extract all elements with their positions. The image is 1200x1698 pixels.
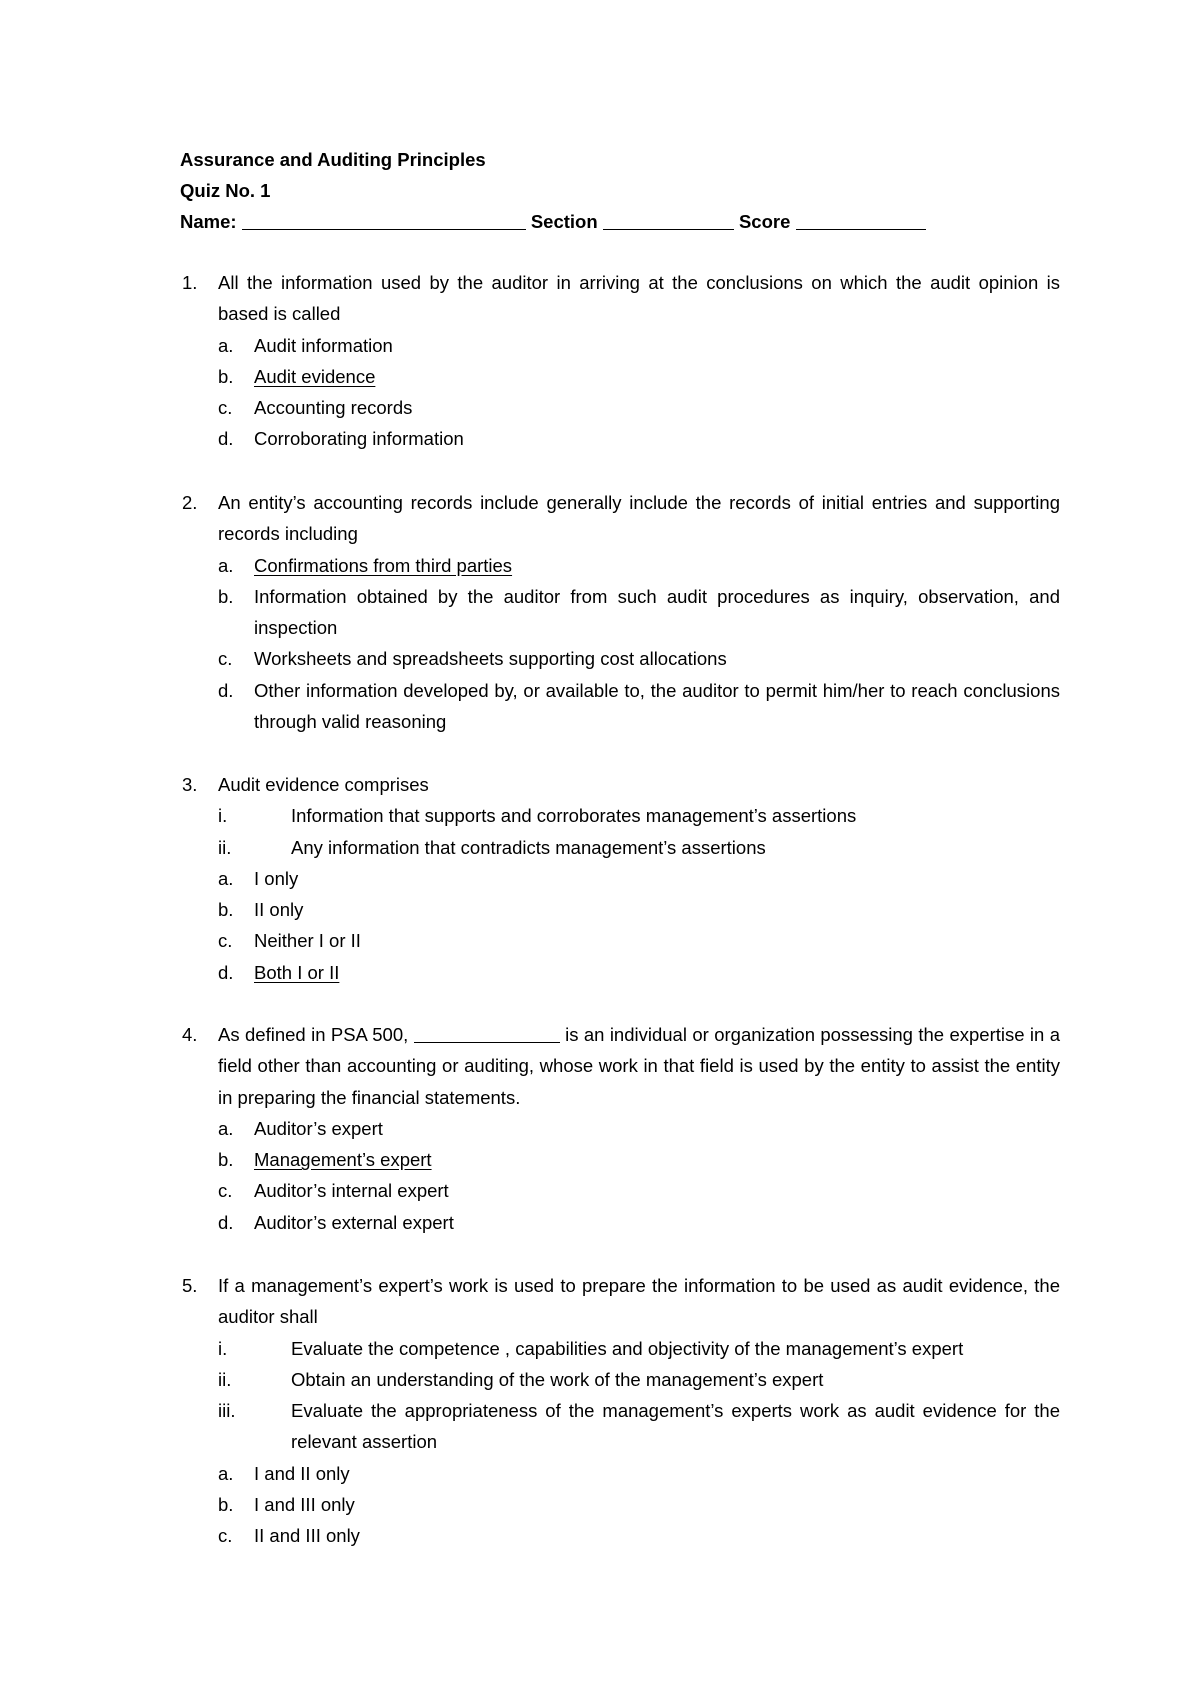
question-stem xyxy=(180,487,1060,550)
choice-text-answer: Management’s expert xyxy=(254,1149,432,1171)
choice-list xyxy=(180,1113,1060,1238)
statement-numeral: ii. xyxy=(218,836,232,858)
statement-text: Evaluate the appropriateness of the management’s experts work as audit evidence for the relevant assertion xyxy=(291,1400,1060,1453)
choice-d[interactable] xyxy=(218,1207,1060,1238)
choice-b[interactable] xyxy=(218,1489,1060,1520)
question-text: If a management’s expert’s work is used to prepare the information to be used as audit evidence, the auditor shall xyxy=(218,1275,1060,1328)
statement-ii xyxy=(218,1364,1060,1395)
choice-list xyxy=(180,550,1060,738)
statement-numeral: iii. xyxy=(218,1400,236,1422)
section-label: Section xyxy=(530,211,598,232)
choice-c[interactable] xyxy=(218,1520,1060,1551)
question-2 xyxy=(180,487,1060,737)
choice-list xyxy=(180,330,1060,455)
fill-in-blank[interactable] xyxy=(414,1024,560,1043)
choice-a[interactable] xyxy=(218,863,1060,894)
question-stem xyxy=(180,267,1060,330)
score-blank[interactable] xyxy=(796,211,926,230)
choice-letter: d. xyxy=(218,961,234,983)
choice-text: Accounting records xyxy=(254,397,413,419)
statement-list xyxy=(180,800,1060,863)
statement-numeral: i. xyxy=(218,1337,228,1359)
choice-letter: b. xyxy=(218,365,234,387)
choice-text: Auditor’s external expert xyxy=(254,1211,454,1233)
statement-i xyxy=(218,1333,1060,1364)
question-number: 3. xyxy=(182,774,198,795)
choice-list xyxy=(180,1458,1060,1552)
statement-text: Obtain an understanding of the work of the management’s expert xyxy=(291,1368,824,1390)
question-4 xyxy=(180,1019,1060,1238)
choice-text-answer: Both I or II xyxy=(254,961,340,983)
choice-list xyxy=(180,863,1060,988)
statement-i xyxy=(218,800,1060,831)
choice-text: I and II only xyxy=(254,1462,350,1484)
question-text-before: As defined in PSA 500, xyxy=(218,1024,409,1045)
statement-text: Any information that contradicts management’s assertions xyxy=(291,836,766,858)
score-label: Score xyxy=(738,211,791,232)
question-text: An entity’s accounting records include generally include the records of initial entries and supporting records including xyxy=(218,492,1060,545)
choice-letter: a. xyxy=(218,334,234,356)
question-stem xyxy=(180,769,1060,800)
choice-text: II only xyxy=(254,899,304,921)
choice-d[interactable] xyxy=(218,675,1060,738)
choice-d[interactable] xyxy=(218,957,1060,988)
choice-a[interactable] xyxy=(218,330,1060,361)
statement-text: Evaluate the competence , capabilities and objectivity of the management’s expert xyxy=(291,1337,964,1359)
section-blank[interactable] xyxy=(603,211,734,230)
choice-text: Corroborating information xyxy=(254,428,464,450)
quiz-number: Quiz No. 1 xyxy=(180,180,271,201)
choice-b[interactable] xyxy=(218,1144,1060,1175)
statement-ii xyxy=(218,832,1060,863)
choice-text: Auditor’s internal expert xyxy=(254,1180,449,1202)
question-1 xyxy=(180,267,1060,455)
choice-b[interactable] xyxy=(218,581,1060,644)
choice-text: Information obtained by the auditor from such audit procedures as inquiry, observation, and inspection xyxy=(254,585,1060,639)
choice-letter: b. xyxy=(218,899,234,921)
question-stem xyxy=(180,1019,1060,1113)
choice-letter: c. xyxy=(218,397,233,419)
student-info-line xyxy=(180,206,1060,237)
question-text: Audit evidence comprises xyxy=(218,774,429,795)
choice-a[interactable] xyxy=(218,550,1060,581)
choice-a[interactable] xyxy=(218,1113,1060,1144)
question-text: All the information used by the auditor in arriving at the conclusions on which the audit opinion is based is called xyxy=(218,272,1060,325)
question-number: 4. xyxy=(182,1024,198,1045)
question-number: 5. xyxy=(182,1275,198,1296)
choice-b[interactable] xyxy=(218,361,1060,392)
choice-letter: a. xyxy=(218,867,234,889)
choice-letter: d. xyxy=(218,1211,234,1233)
statement-text: Information that supports and corroborates management’s assertions xyxy=(291,805,857,827)
question-number: 1. xyxy=(182,272,198,293)
question-stem xyxy=(180,1270,1060,1333)
choice-b[interactable] xyxy=(218,894,1060,925)
statement-numeral: ii. xyxy=(218,1368,232,1390)
question-number: 2. xyxy=(182,492,198,513)
quiz-page xyxy=(180,144,1061,1547)
choice-text: Audit information xyxy=(254,334,393,356)
choice-c[interactable] xyxy=(218,643,1060,674)
question-3 xyxy=(180,769,1060,988)
choice-letter: a. xyxy=(218,1462,234,1484)
choice-c[interactable] xyxy=(218,392,1060,423)
choice-text-answer: Audit evidence xyxy=(254,365,376,387)
choice-letter: c. xyxy=(218,648,233,670)
choice-letter: a. xyxy=(218,554,234,576)
document-title: Assurance and Auditing Principles xyxy=(180,149,486,170)
choice-text-answer: Confirmations from third parties xyxy=(254,554,513,576)
name-blank[interactable] xyxy=(242,211,526,230)
question-text-after: is an individual or organization possessing the expertise in a field other than accounting or auditing, whose work in that field is used by the entity to assist the entity in preparing the financial statements. xyxy=(218,1024,1061,1108)
choice-letter: c. xyxy=(218,930,233,952)
question-text xyxy=(218,1019,1060,1113)
statement-iii xyxy=(218,1395,1060,1458)
choice-letter: c. xyxy=(218,1525,233,1547)
statement-list xyxy=(180,1333,1060,1458)
choice-letter: d. xyxy=(218,679,234,701)
choice-text: Neither I or II xyxy=(254,930,361,952)
choice-text: I and III only xyxy=(254,1494,355,1516)
choice-letter: a. xyxy=(218,1117,234,1139)
statement-numeral: i. xyxy=(218,805,228,827)
name-label: Name: xyxy=(180,211,237,232)
choice-a[interactable] xyxy=(218,1458,1060,1489)
choice-letter: b. xyxy=(218,1149,234,1171)
choice-text: Other information developed by, or available to, the auditor to permit him/her to reach conclusions through valid reasoning xyxy=(254,679,1060,733)
choice-text: Worksheets and spreadsheets supporting cost allocations xyxy=(254,648,727,670)
choice-d[interactable] xyxy=(218,423,1060,454)
choice-letter: d. xyxy=(218,428,234,450)
choice-c[interactable] xyxy=(218,1175,1060,1206)
choice-letter: b. xyxy=(218,1494,234,1516)
choice-c[interactable] xyxy=(218,925,1060,956)
choice-text: Auditor’s expert xyxy=(254,1117,383,1139)
question-5 xyxy=(180,1270,1060,1552)
choice-text: I only xyxy=(254,867,299,889)
choice-text: II and III only xyxy=(254,1525,360,1547)
choice-letter: b. xyxy=(218,585,234,607)
choice-letter: c. xyxy=(218,1180,233,1202)
